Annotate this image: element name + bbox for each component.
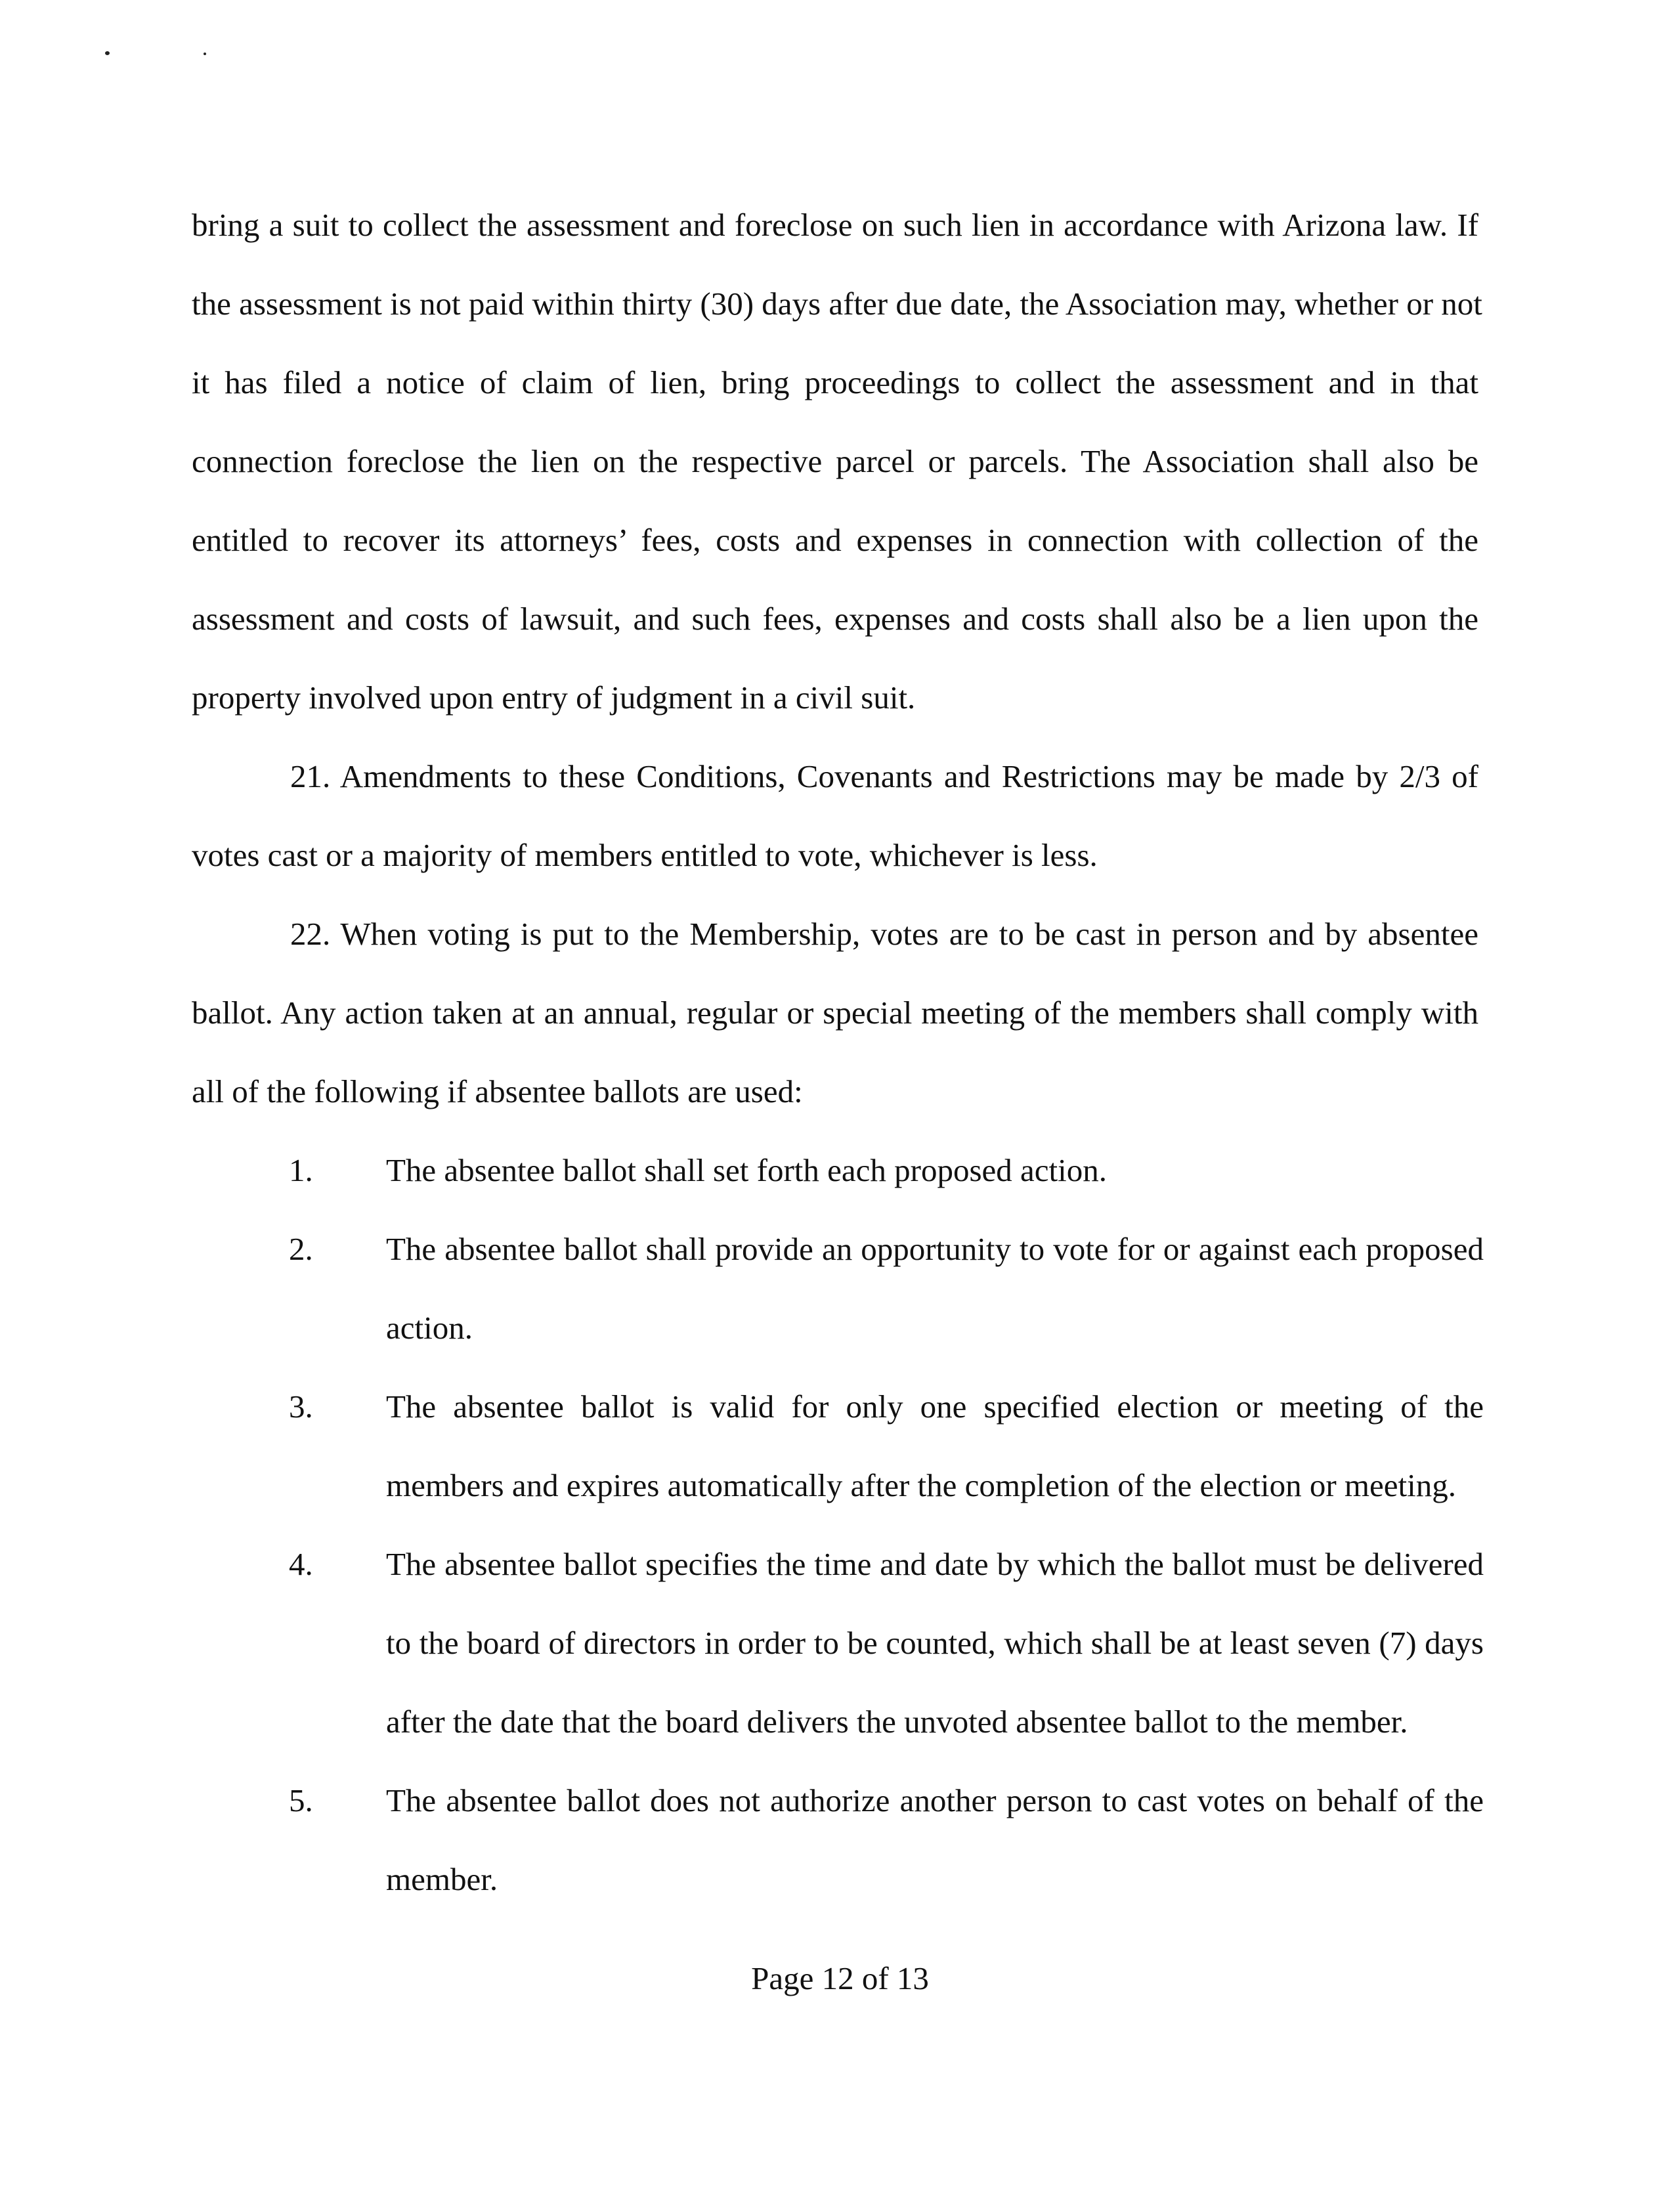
paragraph-line: ballot. Any action taken at an annual, regular or special meeting of the members shall comply with <box>192 995 1478 1031</box>
list-item-line: to the board of directors in order to be counted, which shall be at least seven (7) days <box>386 1625 1484 1661</box>
list-item-line: The absentee ballot shall set forth each proposed action. <box>386 1152 1108 1188</box>
paragraph-line: bring a suit to collect the assessment and foreclose on such lien in accordance with Arizona law. If <box>192 207 1478 243</box>
scan-speck-mark <box>204 53 206 55</box>
list-item-line: The absentee ballot specifies the time and date by which the ballot must be delivered <box>386 1546 1484 1582</box>
list-item-number: 5. <box>289 1782 313 1818</box>
list-item-line: members and expires automatically after the completion of the election or meeting. <box>386 1467 1457 1503</box>
list-item-number: 1. <box>289 1152 313 1188</box>
section-21-first-line: 21. Amendments to these Conditions, Covenants and Restrictions may be made by 2/3 of <box>290 758 1478 794</box>
paragraph-line: votes cast or a majority of members entitled to vote, whichever is less. <box>192 837 1098 873</box>
list-item-number: 3. <box>289 1388 313 1425</box>
list-item-line: The absentee ballot does not authorize another person to cast votes on behalf of the <box>386 1782 1484 1818</box>
list-item-text <box>386 1210 1484 1367</box>
paragraph-line: entitled to recover its attorneys’ fees, costs and expenses in connection with collection of the <box>192 522 1478 558</box>
list-item-text <box>386 1131 1484 1210</box>
scan-speck-mark <box>105 51 110 55</box>
paragraph-line: assessment and costs of lawsuit, and such fees, expenses and costs shall also be a lien upon the <box>192 601 1478 637</box>
list-item-line: The absentee ballot shall provide an opportunity to vote for or against each proposed <box>386 1231 1484 1267</box>
section-22-first-line: 22. When voting is put to the Membership, votes are to be cast in person and by absentee <box>290 916 1478 952</box>
paragraph-line: the assessment is not paid within thirty (30) days after due date, the Association may, whether or not <box>192 286 1482 322</box>
list-item-text <box>386 1525 1484 1761</box>
list-item-number: 2. <box>289 1231 313 1267</box>
continuation-paragraph <box>192 186 1482 737</box>
list-item-line: The absentee ballot is valid for only one specified election or meeting of the <box>386 1388 1484 1425</box>
list-item-text <box>386 1367 1484 1525</box>
section-22-paragraph <box>192 895 1478 1131</box>
page-number-footer: Page 12 of 13 <box>751 1960 929 1996</box>
paragraph-line: all of the following if absentee ballots are used: <box>192 1073 803 1109</box>
paragraph-line: property involved upon entry of judgment in a civil suit. <box>192 679 916 716</box>
section-21-paragraph <box>192 737 1478 895</box>
list-item-line: member. <box>386 1861 498 1897</box>
list-item-line: action. <box>386 1310 473 1346</box>
list-item-text <box>386 1761 1484 1919</box>
paragraph-line: connection foreclose the lien on the respective parcel or parcels. The Association shall also be <box>192 443 1478 479</box>
list-item-number: 4. <box>289 1546 313 1582</box>
paragraph-line: it has filed a notice of claim of lien, bring proceedings to collect the assessment and in that <box>192 364 1478 400</box>
list-item-line: after the date that the board delivers the unvoted absentee ballot to the member. <box>386 1704 1408 1740</box>
